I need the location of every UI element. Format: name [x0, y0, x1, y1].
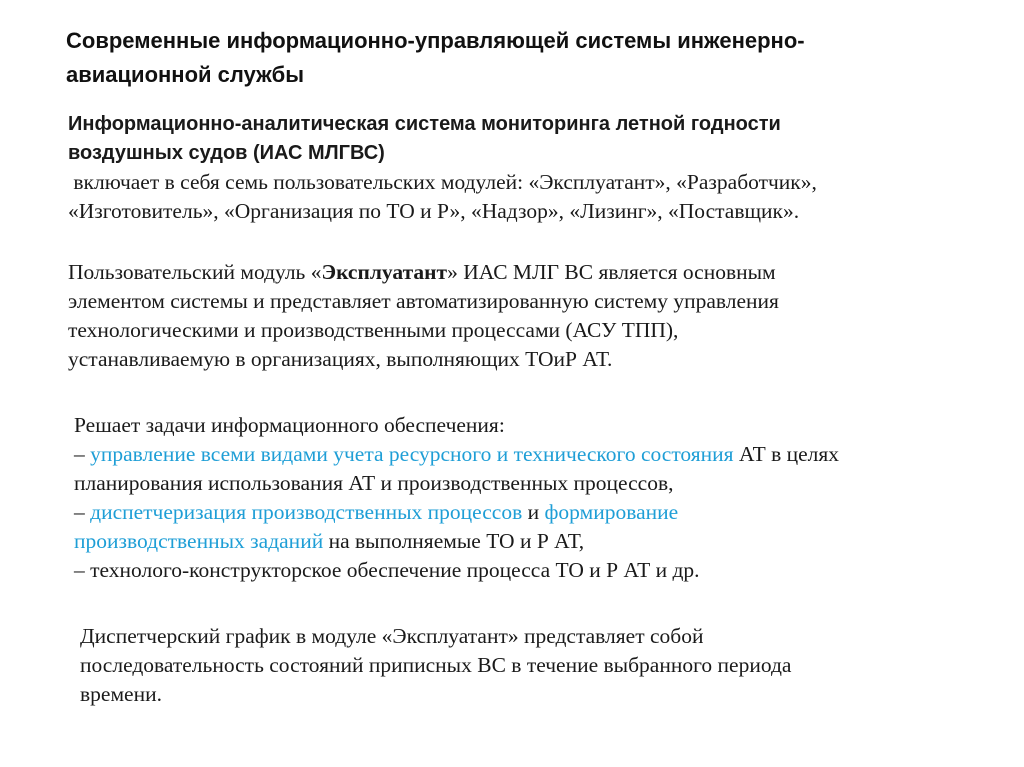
task-item-2-line-2: [74, 527, 1004, 556]
task-link-accounting[interactable]: управление всеми видами учета ресурсного и технического состояния: [90, 442, 734, 466]
task-item-2-rest: на выполняемые ТО и Р АТ,: [323, 529, 585, 553]
modules-text-line-1: включает в себя семь пользовательских модулей: «Эксплуатант», «Разработчик»,: [68, 170, 817, 194]
module-text-pre: Пользовательский модуль «: [68, 260, 322, 284]
slide-title-line-1: Современные информационно-управляющей системы инженерно-: [66, 28, 805, 53]
module-text-line-3: технологическими и производственными процессами (АСУ ТПП),: [68, 318, 679, 342]
task-item-2: [74, 498, 1004, 527]
module-text-line-1: [68, 258, 968, 287]
modules-text-line-2: «Изготовитель», «Организация по ТО и Р», «Надзор», «Лизинг», «Поставщик».: [68, 199, 800, 223]
schedule-text-line-1: Диспетчерский график в модуле «Эксплуатант» представляет собой: [80, 624, 704, 648]
tasks-intro: Решает задачи информационного обеспечения:: [74, 413, 505, 437]
task-link-forming-cont[interactable]: производственных заданий: [74, 529, 324, 553]
task-and: и: [522, 500, 545, 524]
system-description-block: [68, 110, 998, 226]
task-link-dispatching[interactable]: диспетчеризация производственных процессов: [90, 500, 523, 524]
slide-title-line-2: авиационной службы: [66, 62, 305, 87]
task-item-1: [74, 440, 1004, 469]
system-heading-line-2: воздушных судов (ИАС МЛГВС): [68, 142, 385, 164]
schedule-text-line-2: последовательность состояний приписных ВС в течение выбранного периода: [80, 653, 792, 677]
task-item-1-rest: АТ в целях: [733, 442, 840, 466]
module-text-post: » ИАС МЛГ ВС является основным: [447, 260, 776, 284]
slide-title: [66, 24, 986, 92]
schedule-text-line-3: времени.: [80, 682, 162, 706]
schedule-description-block: [80, 622, 960, 709]
system-heading-line-1: Информационно-аналитическая система мониторинга летной годности: [68, 113, 781, 135]
module-text-line-4: устанавливаемую в организациях, выполняющих ТОиР АТ.: [68, 347, 613, 371]
tasks-block: [74, 411, 1004, 585]
module-name: Эксплуатант: [321, 260, 448, 284]
task-dash: –: [74, 500, 91, 524]
task-item-1-line-2: планирования использования АТ и производственных процессов,: [74, 471, 674, 495]
task-link-forming[interactable]: формирование: [544, 500, 679, 524]
module-description-block: [68, 258, 968, 374]
task-item-3: – технолого-конструкторское обеспечение процесса ТО и Р АТ и др.: [74, 558, 700, 582]
task-dash: –: [74, 442, 91, 466]
module-text-line-2: элементом системы и представляет автоматизированную систему управления: [68, 289, 779, 313]
